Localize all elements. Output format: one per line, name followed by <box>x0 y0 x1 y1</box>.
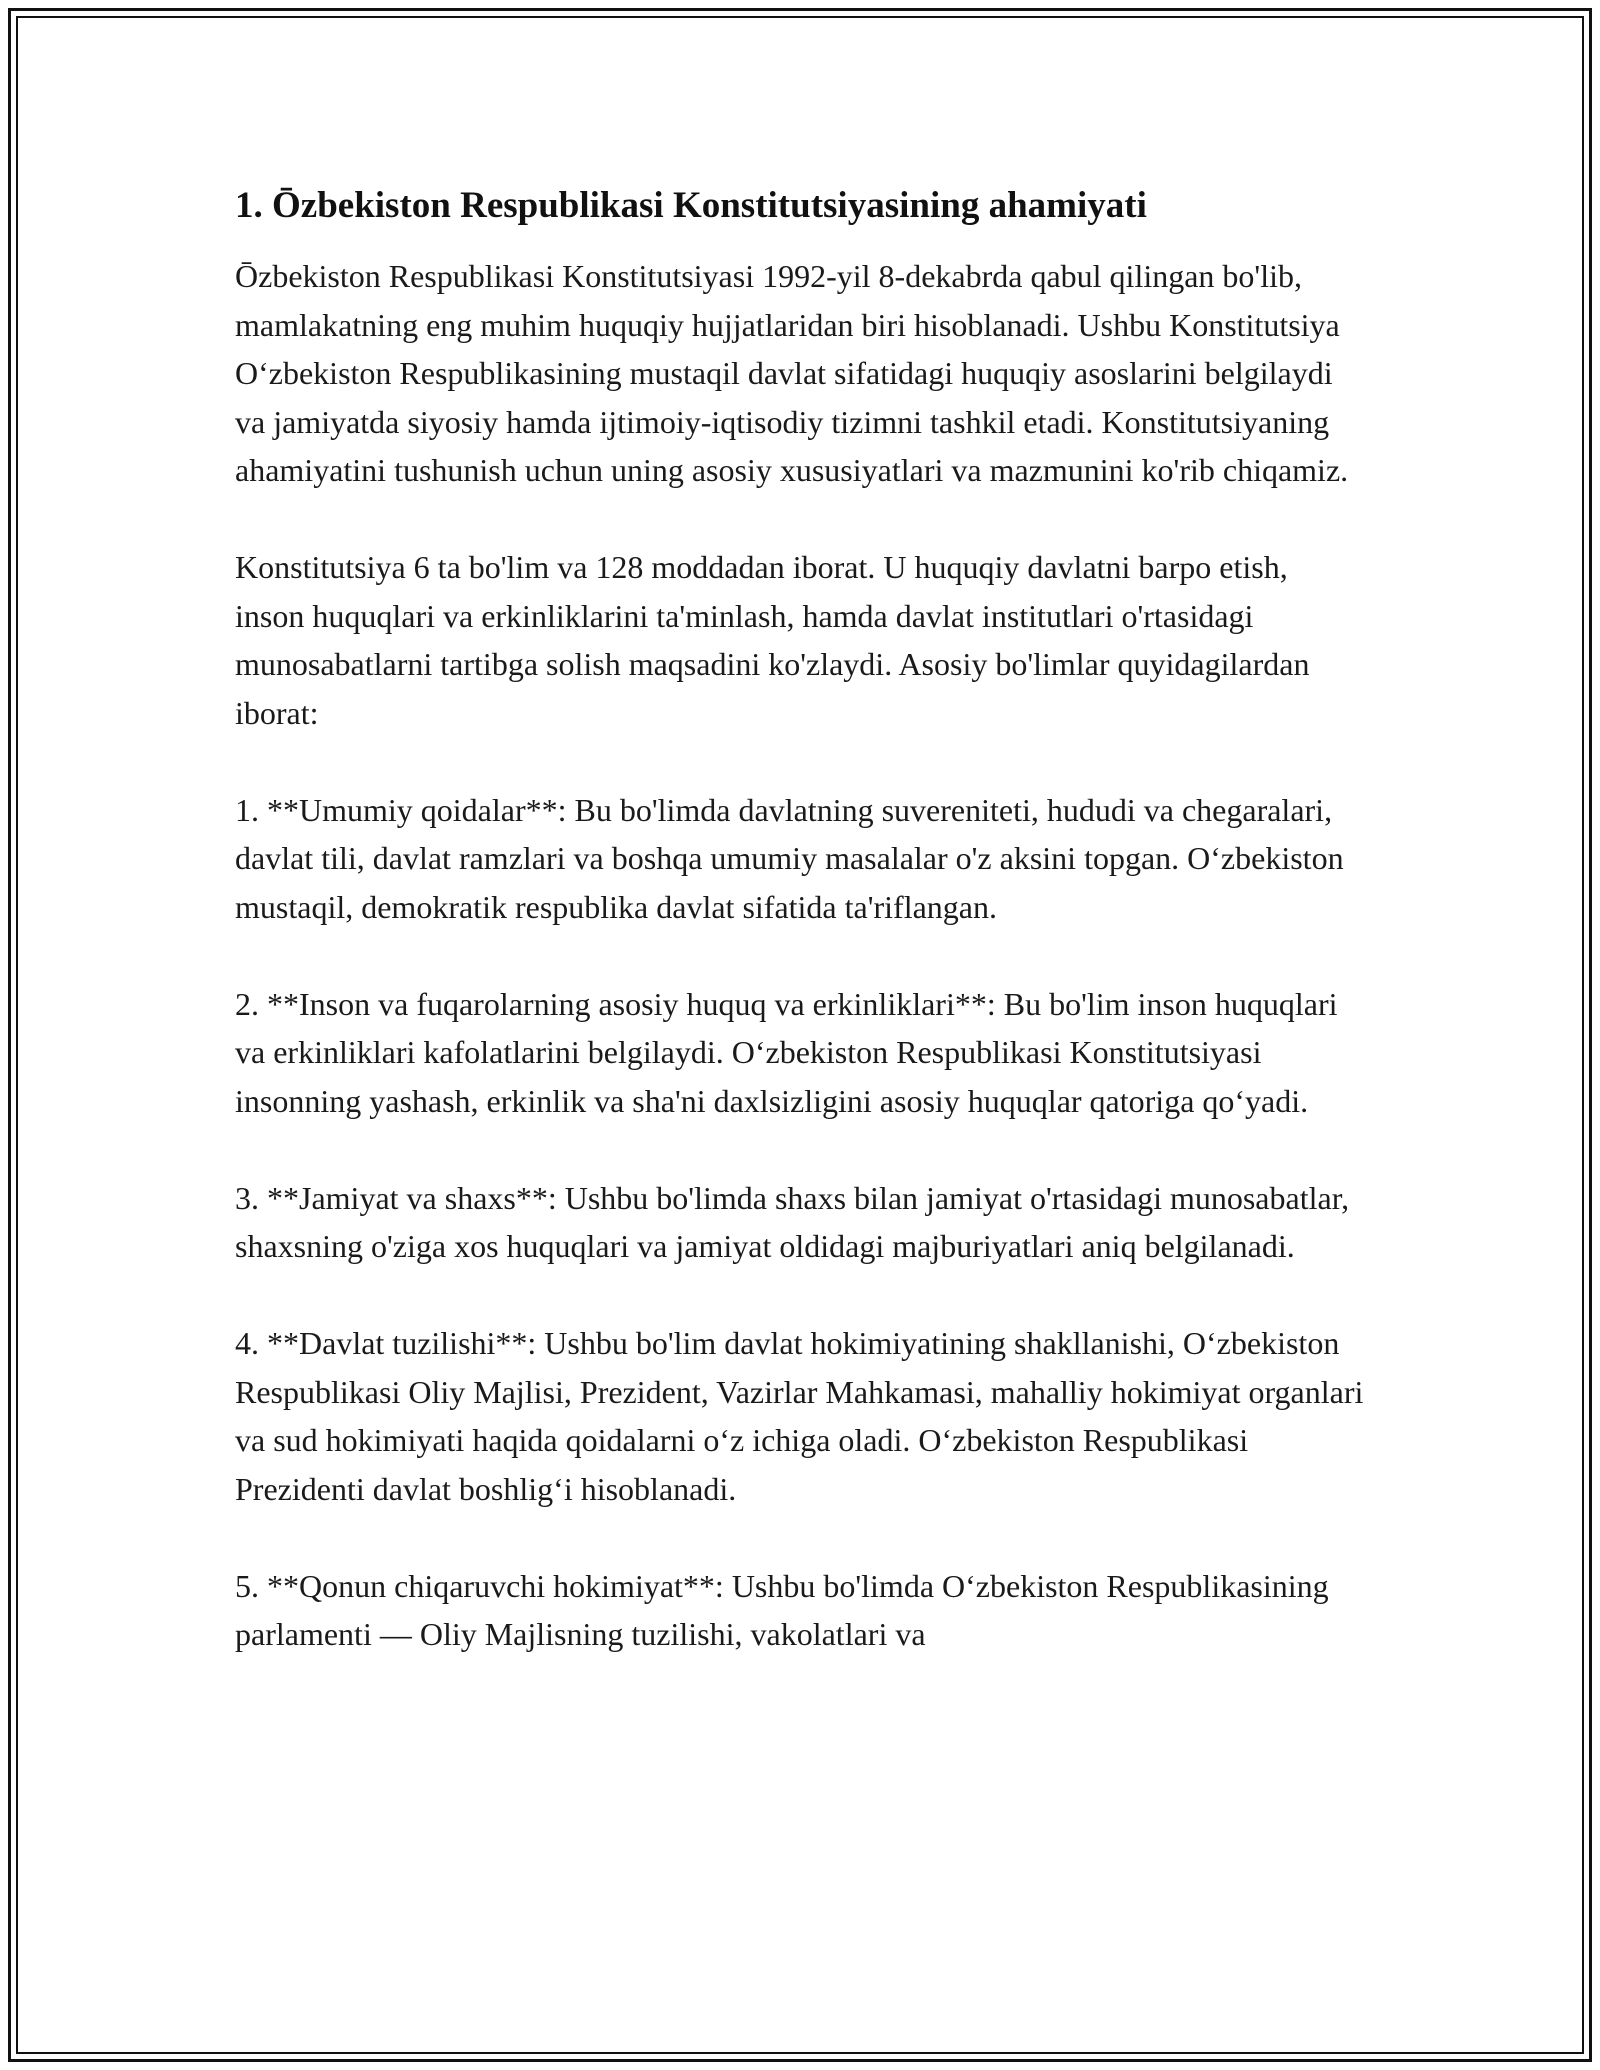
document-body <box>235 182 1365 1707</box>
paragraph-section-3: 3. **Jamiyat va shaxs**: Ushbu bo'limda shaxs bilan jamiyat o'rtasidagi munosabatlar, shaxsning o'ziga xos huquqlari va jamiyat oldidagi majburiyatlari aniq belgilanadi. <box>235 1179 1350 1264</box>
paragraph-intro: Ōzbekiston Respublikasi Konstitutsiyasi 1992-yil 8-dekabrda qabul qilingan bo'lib, mamlakatning eng muhim huquqiy hujjatlaridan biri hisoblanadi. Ushbu Konstitutsiya Oʻzbekiston Respublikasining mustaqil davlat sifatidagi huquqiy asoslarini belgilaydi va jamiyatda siyosiy hamda ijtimoiy-iqtisodiy tizimni tashkil etadi. Konstitutsiyaning ahamiyatini tushunish uchun uning asosiy xususiyatlari va mazmunini ko'rib chiqamiz. <box>235 258 1349 488</box>
paragraph-section-2: 2. **Inson va fuqarolarning asosiy huquq va erkinliklari**: Bu bo'lim inson huquqlari va erkinliklari kafolatlarini belgilaydi. Oʻzbekiston Respublikasi Konstitutsiyasi insonning yashash, erkinlik va sha'ni daxlsizligini asosiy huquqlar qatoriga qoʻyadi. <box>235 985 1338 1119</box>
document-title: 1. Ōzbekiston Respublikasi Konstitutsiyasining ahamiyati <box>235 185 1147 226</box>
paragraph-section-5: 5. **Qonun chiqaruvchi hokimiyat**: Ushbu bo'limda Oʻzbekiston Respublikasining parlamenti — Oliy Majlisning tuzilishi, vakolatlari va <box>235 1567 1329 1652</box>
paragraph-section-4: 4. **Davlat tuzilishi**: Ushbu bo'lim davlat hokimiyatining shakllanishi, Oʻzbekiston Respublikasi Oliy Majlisi, Prezident, Vazirlar Mahkamasi, mahalliy hokimiyat organlari va sud hokimiyati haqida qoidalarni oʻz ichiga oladi. Oʻzbekiston Respublikasi Prezidenti davlat boshligʻi hisoblanadi. <box>235 1325 1364 1507</box>
paragraph-section-1: 1. **Umumiy qoidalar**: Bu bo'limda davlatning suvereniteti, hududi va chegaralari, davlat tili, davlat ramzlari va boshqa umumiy masalalar o'z aksini topgan. Oʻzbekiston mustaqil, demokratik respublika davlat sifatida ta'riflangan. <box>235 791 1344 925</box>
paragraph-structure: Konstitutsiya 6 ta bo'lim va 128 moddadan iborat. U huquqiy davlatni barpo etish, inson huquqlari va erkinliklarini ta'minlash, hamda davlat institutlari o'rtasidagi munosabatlarni tartibga solish maqsadini ko'zlaydi. Asosiy bo'limlar quyidagilardan iborat: <box>235 549 1310 731</box>
